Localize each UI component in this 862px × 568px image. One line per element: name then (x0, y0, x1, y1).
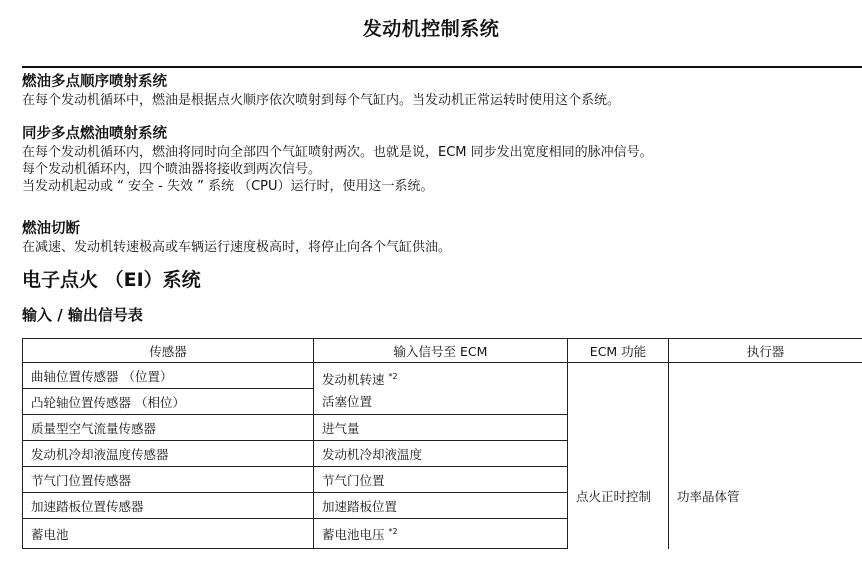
sensor-cell: 节气门位置传感器 (23, 467, 314, 493)
signal-cell-battery (314, 519, 568, 549)
section-text: 每个发动机循环内，四个喷油器将接收到两次信号。 (22, 162, 322, 177)
io-signal-table (22, 338, 862, 549)
signal-text: 蓄电池电压 (322, 526, 385, 542)
table-title: 输入 / 输出信号表 (22, 306, 143, 324)
sensor-cell: 发动机冷却液温度传感器 (23, 441, 314, 467)
sensor-cell: 凸轮轴位置传感器 （相位） (23, 389, 314, 415)
footnote-mark: *2 (388, 371, 398, 381)
signal-text: 发动机转速 (322, 372, 385, 387)
sensor-cell: 质量型空气流量传感器 (23, 415, 314, 441)
signal-cell: 进气量 (314, 415, 568, 441)
signal-cell-crank (314, 363, 568, 415)
sensor-cell: 加速踏板位置传感器 (23, 493, 314, 519)
signal-line: 活塞位置 (322, 394, 373, 409)
sensor-cell: 曲轴位置传感器 （位置） (23, 363, 314, 389)
section-text: 在减速、发动机转速极高或车辆运行速度极高时，将停止向各个气缸供油。 (22, 240, 452, 255)
section-text: 当发动机起动或 “ 安全 - 失效 ” 系统 （CPU）运行时，使用这一系统。 (22, 179, 434, 194)
signal-line (322, 369, 559, 391)
section-text: 在每个发动机循环内，燃油将同时向全部四个气缸喷射两次。也就是说，ECM 同步发出宽度相同的脉冲信号。 (22, 145, 653, 160)
section-text: 在每个发动机循环中，燃油是根据点火顺序依次喷射到每个气缸内。当发动机正常运转时使用这个系统。 (22, 93, 621, 108)
title-rule (22, 66, 862, 68)
header-sensor: 传感器 (23, 339, 314, 363)
ei-heading: 电子点火 （EI）系统 (22, 269, 201, 291)
section-heading: 燃油多点顺序喷射系统 (22, 74, 167, 90)
section-fuel-cut (22, 219, 862, 256)
section-heading: 同步多点燃油喷射系统 (22, 126, 167, 142)
header-actuator: 执行器 (669, 339, 862, 363)
header-input-signal: 输入信号至 ECM (314, 339, 568, 363)
header-ecm-function: ECM 功能 (568, 339, 669, 363)
section-sequential-injection (22, 72, 862, 109)
page-title: 发动机控制系统 (362, 18, 500, 40)
signal-cell: 发动机冷却液温度 (314, 441, 568, 467)
table-header-row (23, 339, 862, 363)
sensor-cell: 蓄电池 (23, 519, 314, 549)
actuator-cell: 功率晶体管 (669, 363, 862, 549)
signal-cell: 节气门位置 (314, 467, 568, 493)
ecm-function-cell: 点火正时控制 (568, 363, 669, 549)
signal-cell: 加速踏板位置 (314, 493, 568, 519)
table-row (23, 363, 862, 389)
section-heading: 燃油切断 (22, 221, 80, 237)
section-simultaneous-injection (22, 124, 862, 195)
footnote-mark: *2 (388, 526, 398, 536)
